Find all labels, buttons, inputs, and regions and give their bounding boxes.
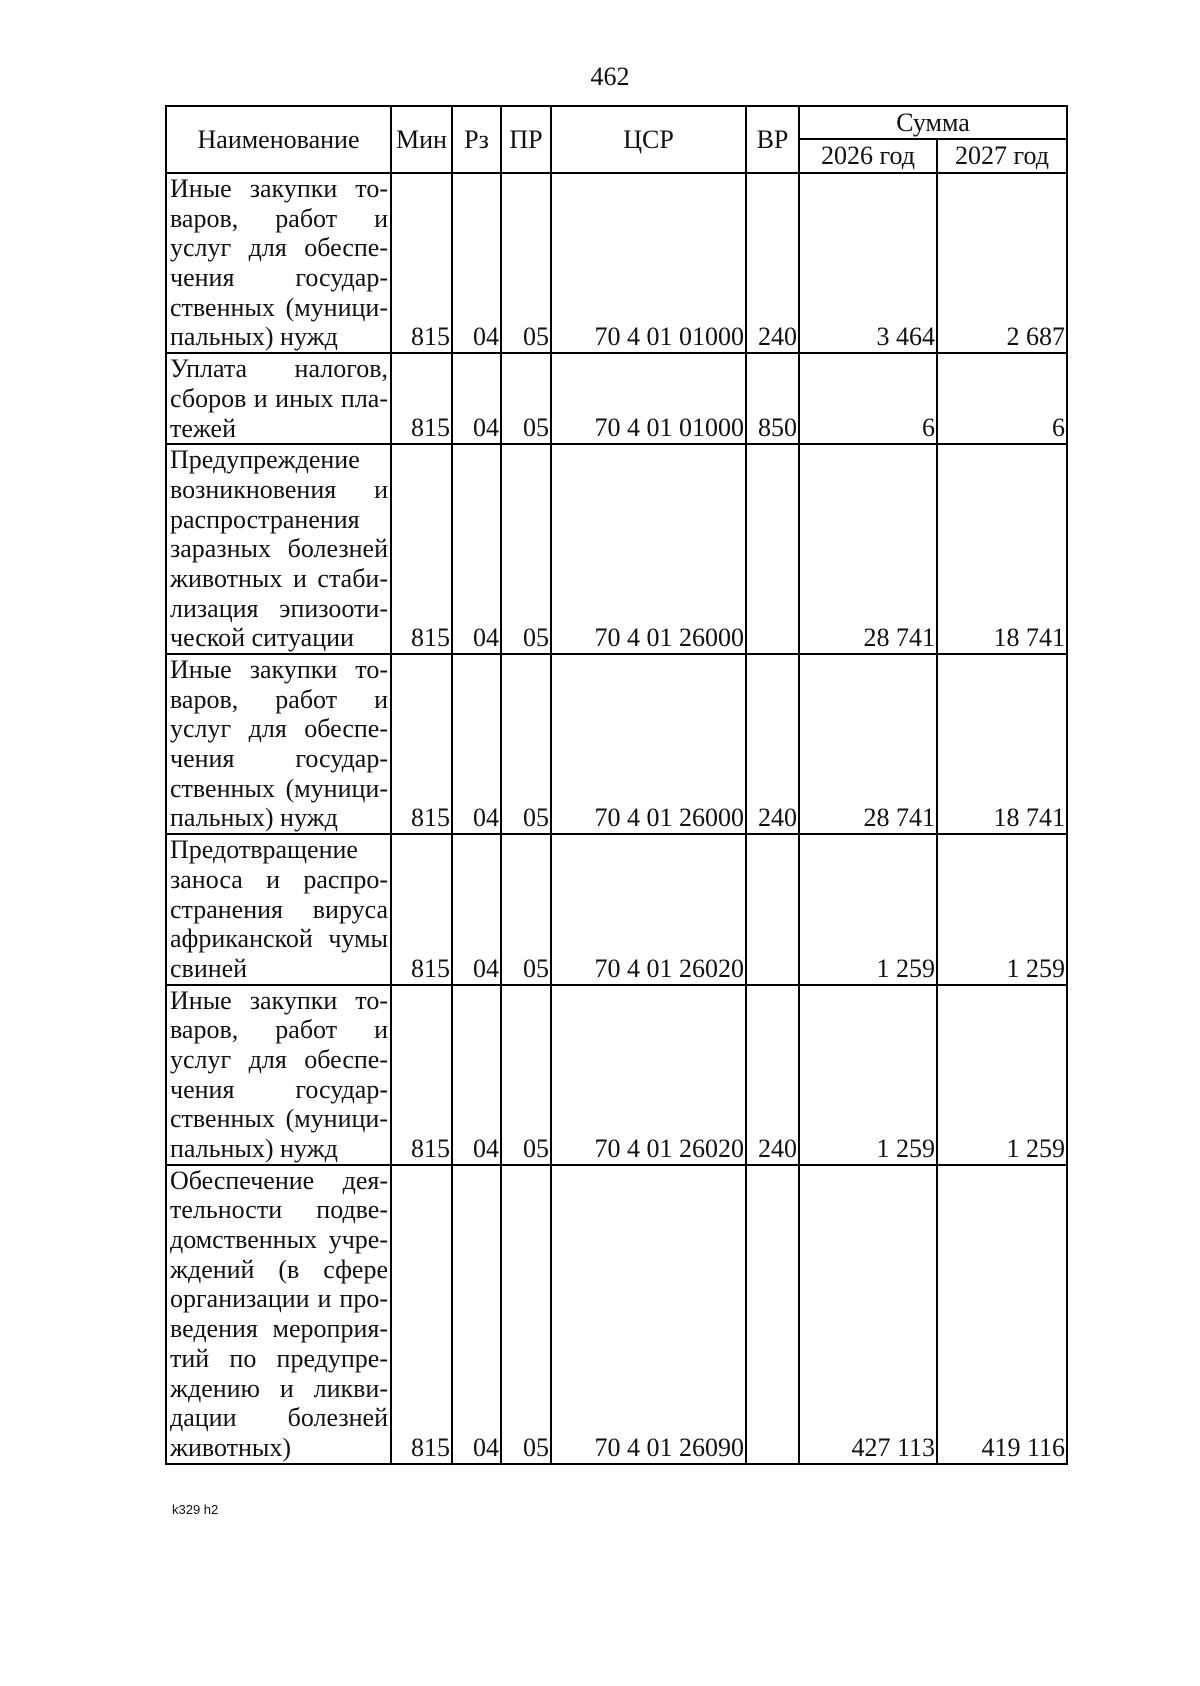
table-row xyxy=(166,173,1067,353)
name-cell xyxy=(166,444,391,654)
name-cell xyxy=(166,985,391,1165)
table-row xyxy=(166,353,1067,444)
name-line: тий по предупре- xyxy=(170,1343,388,1373)
target-article-cell: 70 4 01 26020 xyxy=(551,834,746,984)
section-cell: 04 xyxy=(452,353,501,444)
amount-2026-cell: 1 259 xyxy=(799,985,937,1165)
subsection-cell: 05 xyxy=(501,985,551,1165)
name-line: свиней xyxy=(170,953,248,983)
name-cell xyxy=(166,834,391,984)
name-line: сборов и иных пла- xyxy=(170,383,388,413)
amount-2027-cell: 6 xyxy=(937,353,1067,444)
name-line: ственных (муници- xyxy=(170,1104,388,1134)
table-row xyxy=(166,444,1067,654)
amount-2027-cell: 1 259 xyxy=(937,834,1067,984)
name-line: странения вируса xyxy=(170,894,388,924)
table-row xyxy=(166,1165,1067,1464)
name-line: ждений (в сфере xyxy=(170,1254,388,1284)
column-header-expense-type: ВР xyxy=(746,106,799,173)
name-line: чения государ- xyxy=(170,1074,388,1104)
subsection-cell: 05 xyxy=(501,353,551,444)
section-cell: 04 xyxy=(452,173,501,353)
name-line: чения государ- xyxy=(170,263,388,293)
table-body xyxy=(166,173,1067,1464)
expense-type-cell xyxy=(746,444,799,654)
amount-2026-cell: 3 464 xyxy=(799,173,937,353)
name-line: услуг для обеспе- xyxy=(170,1044,388,1074)
ministry-code-cell: 815 xyxy=(391,654,452,834)
name-line: ственных (муници- xyxy=(170,292,388,322)
ministry-code-cell: 815 xyxy=(391,985,452,1165)
expense-type-cell xyxy=(746,834,799,984)
name-line: Иные закупки то- xyxy=(170,174,388,203)
name-line: услуг для обеспе- xyxy=(170,233,388,263)
amount-2027-cell: 18 741 xyxy=(937,654,1067,834)
column-header-subsection: ПР xyxy=(501,106,551,173)
budget-table xyxy=(165,105,1068,1465)
table-row xyxy=(166,834,1067,984)
name-line: варов, работ и xyxy=(170,684,388,714)
name-line: Иные закупки то- xyxy=(170,985,388,1015)
name-line: ведения мероприя- xyxy=(170,1314,388,1344)
name-line: лизация эпизооти- xyxy=(170,593,388,623)
amount-2027-cell: 18 741 xyxy=(937,444,1067,654)
name-line: тежей xyxy=(170,413,236,443)
section-cell: 04 xyxy=(452,834,501,984)
name-line: ждению и ликви- xyxy=(170,1373,388,1403)
name-line: заноса и распро- xyxy=(170,864,388,894)
name-cell xyxy=(166,654,391,834)
name-line: распространения xyxy=(170,504,360,534)
section-cell: 04 xyxy=(452,1165,501,1464)
name-line: Предотвращение xyxy=(170,835,358,865)
name-line: пальных) нужд xyxy=(170,322,338,352)
name-line: варов, работ и xyxy=(170,203,388,233)
expense-type-cell: 240 xyxy=(746,654,799,834)
expense-type-cell xyxy=(746,1165,799,1464)
name-line: Уплата налогов, xyxy=(170,354,388,384)
target-article-cell: 70 4 01 01000 xyxy=(551,353,746,444)
name-line: услуг для обеспе- xyxy=(170,714,388,744)
amount-2026-cell: 6 xyxy=(799,353,937,444)
table-row xyxy=(166,985,1067,1165)
name-cell xyxy=(166,173,391,353)
name-line: домственных учре- xyxy=(170,1225,388,1255)
name-line: животных) xyxy=(170,1432,292,1462)
name-cell xyxy=(166,353,391,444)
target-article-cell: 70 4 01 26090 xyxy=(551,1165,746,1464)
name-line: тельности подве- xyxy=(170,1195,388,1225)
table-row xyxy=(166,654,1067,834)
table-header xyxy=(166,106,1067,173)
amount-2026-cell: 28 741 xyxy=(799,444,937,654)
column-header-ministry: Мин xyxy=(391,106,452,173)
amount-2026-cell: 1 259 xyxy=(799,834,937,984)
ministry-code-cell: 815 xyxy=(391,1165,452,1464)
column-header-section: Рз xyxy=(452,106,501,173)
section-cell: 04 xyxy=(452,985,501,1165)
amount-2027-cell: 419 116 xyxy=(937,1165,1067,1464)
name-line: ческой ситуации xyxy=(170,623,354,653)
footer-code: k329 h2 xyxy=(172,1502,219,1517)
ministry-code-cell: 815 xyxy=(391,173,452,353)
name-line: возникновения и xyxy=(170,474,388,504)
name-line: африканской чумы xyxy=(170,924,388,954)
name-line: животных и стаби- xyxy=(170,563,388,593)
target-article-cell: 70 4 01 26000 xyxy=(551,444,746,654)
column-header-sum: Сумма xyxy=(799,106,1067,139)
name-line: Иные закупки то- xyxy=(170,655,388,684)
ministry-code-cell: 815 xyxy=(391,834,452,984)
ministry-code-cell: 815 xyxy=(391,353,452,444)
name-line: Предупреждение xyxy=(170,445,360,475)
header-row xyxy=(166,106,1067,139)
section-cell: 04 xyxy=(452,444,501,654)
column-header-year-2026: 2026 год xyxy=(799,139,937,173)
expense-type-cell: 240 xyxy=(746,985,799,1165)
ministry-code-cell: 815 xyxy=(391,444,452,654)
column-header-name: Наименование xyxy=(166,106,391,173)
amount-2027-cell: 2 687 xyxy=(937,173,1067,353)
subsection-cell: 05 xyxy=(501,444,551,654)
expense-type-cell: 240 xyxy=(746,173,799,353)
amount-2027-cell: 1 259 xyxy=(937,985,1067,1165)
name-line: ственных (муници- xyxy=(170,773,388,803)
column-header-target-article: ЦСР xyxy=(551,106,746,173)
subsection-cell: 05 xyxy=(501,834,551,984)
section-cell: 04 xyxy=(452,654,501,834)
name-line: Обеспечение дея- xyxy=(170,1165,388,1195)
page-number: 462 xyxy=(590,62,630,91)
target-article-cell: 70 4 01 26000 xyxy=(551,654,746,834)
subsection-cell: 05 xyxy=(501,1165,551,1464)
amount-2026-cell: 427 113 xyxy=(799,1165,937,1464)
name-line: заразных болезней xyxy=(170,534,388,564)
name-line: пальных) нужд xyxy=(170,803,338,833)
subsection-cell: 05 xyxy=(501,173,551,353)
subsection-cell: 05 xyxy=(501,654,551,834)
name-line: организации и про- xyxy=(170,1284,388,1314)
name-line: чения государ- xyxy=(170,744,388,774)
expense-type-cell: 850 xyxy=(746,353,799,444)
column-header-year-2027: 2027 год xyxy=(937,139,1067,173)
name-line: пальных) нужд xyxy=(170,1134,338,1163)
name-line: дации болезней xyxy=(170,1403,388,1433)
name-line: варов, работ и xyxy=(170,1015,388,1045)
target-article-cell: 70 4 01 26020 xyxy=(551,985,746,1165)
amount-2026-cell: 28 741 xyxy=(799,654,937,834)
target-article-cell: 70 4 01 01000 xyxy=(551,173,746,353)
name-cell xyxy=(166,1165,391,1464)
